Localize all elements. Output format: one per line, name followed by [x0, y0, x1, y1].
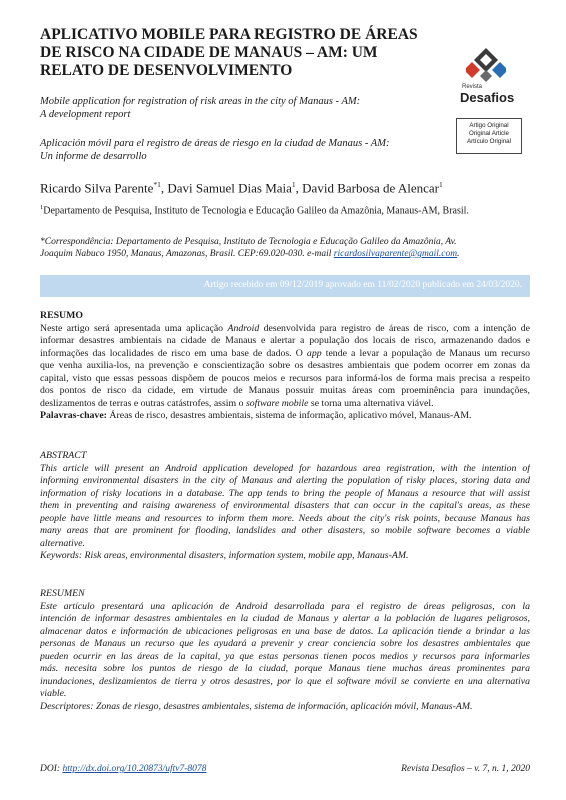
affiliation-text: Departamento de Pesquisa, Instituto de Tecnologia e Educação Galileo da Amazônia, Manaus-AM, Brasil. [43, 205, 469, 217]
abstract-line: people have little means and resources to inform them more. Needs about the city's risk points, because Manaus has [40, 512, 530, 524]
author-separator: , [160, 180, 168, 196]
subtitle-line: A development report [40, 109, 131, 120]
abstract-line: many areas that are prominent for flooding, landslides and other disasters, so mobile software becomes a viable [40, 525, 530, 536]
author-superscript: *1 [153, 180, 161, 189]
article-type-en: Original Article [469, 130, 509, 137]
resumen-section [40, 588, 530, 713]
abstract-line: informing environmental disasters in the city of Manaus and alerting the population of risky places, storing data and [40, 475, 530, 486]
resumo-line: informações das localidades de risco em uma base de dados. O app tende a levar a população de Manaus um recurso [40, 347, 530, 359]
logo-revista-text: Revista [462, 84, 483, 90]
article-type-pt: Artigo Original [469, 122, 509, 129]
abstract-line: This article will present an Android application developed for hazardous area registration, with the intention of [40, 462, 530, 474]
author-list [40, 180, 443, 196]
subtitle-line: Aplicación móvil para el registro de áreas de riesgo en la ciudad de Manaus - AM: [40, 138, 390, 149]
abstract-section [40, 450, 530, 563]
author-superscript: 1 [438, 180, 443, 189]
resumen-line: personas de Manaus un recurso que les ayudará a prevenir y crear conciencia sobre los desastres ambientales que [40, 638, 530, 649]
resumo-line: deslizamentos de terras e outras catástrofes, assim o software mobile se torna uma alternativa viável. [40, 397, 434, 409]
doi-label: DOI: [40, 764, 63, 774]
email-link[interactable]: ricardosilvaparente@gmail.com [333, 249, 458, 259]
abstract-line: information of risky locations in a database. The app tends to bring the people of Manaus a resource that will assist [40, 487, 530, 499]
resumen-line: pueden ocurrir en las áreas de la capital, ya que estas personas tienen pocos medios y recursos para informarles [40, 650, 530, 662]
abstract-heading: ABSTRACT [40, 450, 87, 461]
resumo-line: informar desastres ambientais na cidade de Manaus e alertar a população dos locais de risco, armazenando dados e [40, 335, 530, 346]
resumo-heading: RESUMO [40, 310, 84, 321]
resumen-line: almacenar datos e información de ubicaciones peligrosas en una base de datos. La aplicación tiende a brindar a las [40, 625, 530, 637]
correspondence-line [40, 248, 530, 260]
subtitle-line: Un informe de desarrollo [40, 151, 147, 162]
resumen-line: viable. [40, 688, 67, 699]
resumen-line: inundaciones, deslizamientos de tierra y otros desastres, por lo que el software móvil se convierte en una alternativa [40, 675, 530, 687]
resumo-keywords [40, 410, 530, 423]
correspondence-line: *Correspondência: Departamento de Pesquisa, Instituto de Tecnologia e Educação Galileo da Amazônia, Av. [40, 237, 457, 247]
received-dates-text: Artigo recebido em 09/12/2019 aprovado em 11/02/2020 publicado em 24/03/2020. [203, 280, 522, 290]
affiliation-superscript: 1 [40, 204, 44, 211]
resumo-line: que venha auxilia-los, na prevenção e conscientização sobre os desastres ambientais que podem ocorrer em zonas da [40, 360, 530, 371]
resumo-line: Neste artigo será apresentada uma aplicação Android desenvolvida para registro de áreas de risco, com a intenção de [40, 322, 530, 334]
logo-desafios-text: Desafios [460, 90, 515, 105]
doi-link[interactable]: http://dx.doi.org/10.20873/uftv7-8078 [62, 764, 207, 774]
resumen-line: Este artículo presentará una aplicación de Android desarrollada para el registro de áreas peligrosas, con la [40, 600, 530, 612]
resumen-heading: RESUMEN [40, 588, 85, 599]
correspondence-period: . [457, 249, 460, 259]
abstract-line: alternative. [40, 537, 85, 549]
subtitle-english [40, 95, 430, 121]
author-name: David Barbosa de Alencar [302, 180, 439, 196]
desafios-logo-icon [466, 46, 506, 82]
abstract-keywords: Keywords: Risk areas, environmental disasters, information system, mobile app, Manaus-AM. [40, 550, 409, 561]
author-separator: , [295, 180, 303, 196]
author-name: Ricardo Silva Parente [40, 180, 154, 196]
resumen-line: más. necesita sobre los puntos de riesgo de la ciudad, porque Manaus tiene muchas áreas prominentes para [40, 663, 530, 674]
correspondence [40, 236, 530, 260]
subtitle-spanish [40, 137, 430, 163]
title-line: DE RISCO NA CIDADE DE MANAUS – AM: UM [40, 44, 378, 61]
footer-journal: Revista Desafios – v. 7, n. 1, 2020 [401, 764, 530, 774]
author-superscript: 1 [291, 180, 296, 189]
abstract-line: them in preventing and raising awareness of environmental disasters that can occur in the capital's areas, as these [40, 500, 530, 511]
affiliation [40, 204, 469, 216]
journal-logo [454, 46, 530, 116]
subtitle-line: Mobile application for registration of risk areas in the city of Manaus - AM: [40, 96, 361, 107]
article-type-es: Artículo Original [466, 138, 512, 145]
author-name: Davi Samuel Dias Maia [167, 180, 292, 196]
resumen-line: intención de informar desastres ambientales en la ciudad de Manaus y alertar a la población de lugares peligrosos, [40, 613, 530, 624]
received-dates-bar [40, 275, 530, 297]
footer-doi [40, 764, 206, 774]
keywords-text: Áreas de risco, desastres ambientais, sistema de informação, aplicativo móvel, Manaus-AM. [106, 410, 472, 421]
resumo-section [40, 310, 530, 423]
title-line: RELATO DE DESENVOLVIMENTO [40, 62, 293, 79]
resumen-keywords: Descriptores: Zonas de riesgo, desastres ambientales, sistema de información, aplicación móvil, Manaus-AM. [40, 700, 473, 712]
resumo-line: capital, visto que essas pessoas dispõem de poucos meios e recursos para informá-los de forma mais precisa a respeito [40, 372, 530, 384]
keywords-label: Palavras-chave: [40, 410, 107, 421]
article-title [40, 26, 420, 80]
title-line: APLICATIVO MOBILE PARA REGISTRO DE ÁREAS [40, 26, 418, 43]
article-type-box [456, 118, 522, 154]
resumo-line: dos pontos de risco da cidade, em virtude de Manaus possuir muitas áreas com proeminência para inundações, [40, 385, 530, 396]
correspondence-address: Joaquim Nabuco 1950, Manaus, Amazonas, Brasil. CEP:69.020-030. e-mail [40, 249, 334, 259]
